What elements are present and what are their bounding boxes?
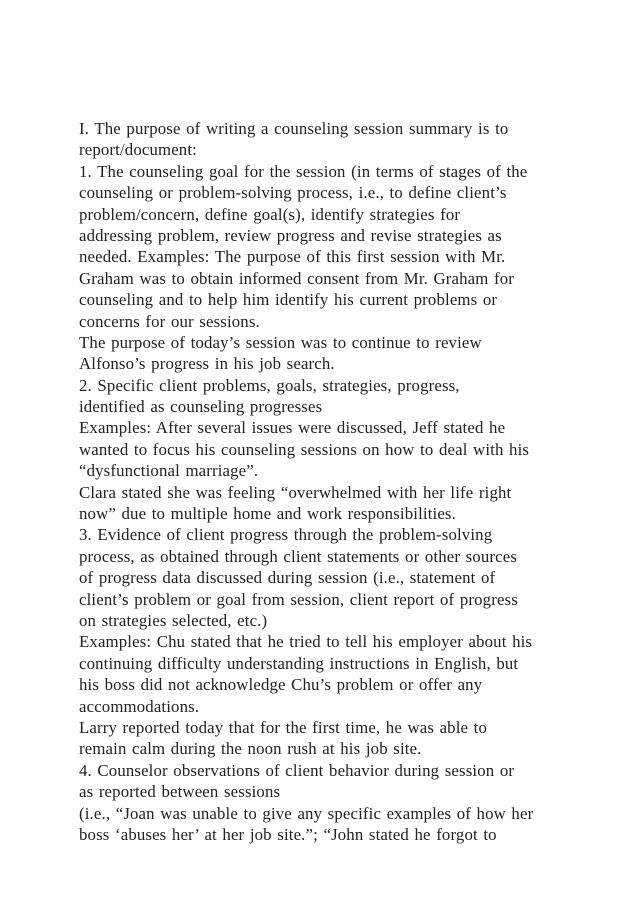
text-line: (i.e., “Joan was unable to give any specific examples of how her: [79, 803, 534, 823]
text-line: now” due to multiple home and work responsibilities.: [79, 504, 456, 524]
text-line: his boss did not acknowledge Chu’s problem or offer any: [79, 675, 483, 695]
text-line: of progress data discussed during session (i.e., statement of: [79, 568, 496, 588]
text-line: client’s problem or goal from session, client report of progress: [79, 589, 518, 609]
text-line: on strategies selected, etc.): [79, 610, 268, 630]
text-line: 2. Specific client problems, goals, strategies, progress,: [79, 375, 460, 395]
text-line: Clara stated she was feeling “overwhelmed with her life right: [79, 482, 512, 502]
text-line: Examples: After several issues were discussed, Jeff stated he: [79, 418, 506, 438]
text-line: process, as obtained through client statements or other sources: [79, 546, 517, 566]
text-line: boss ‘abuses her’ at her job site.”; “John stated he forgot to: [79, 824, 497, 844]
text-line: concerns for our sessions.: [79, 311, 260, 331]
text-line: needed. Examples: The purpose of this first session with Mr.: [79, 247, 506, 267]
text-line: remain calm during the noon rush at his job site.: [79, 739, 422, 759]
text-line: I. The purpose of writing a counseling session summary is to: [79, 119, 509, 138]
text-line: addressing problem, review progress and revise strategies as: [79, 225, 502, 245]
text-line: report/document:: [79, 140, 197, 160]
text-line: Larry reported today that for the first time, he was able to: [79, 717, 488, 737]
text-line: problem/concern, define goal(s), identify strategies for: [79, 204, 461, 224]
text-line: Alfonso’s progress in his job search.: [79, 354, 335, 374]
text-line: accommodations.: [79, 696, 200, 716]
text-line: 3. Evidence of client progress through the problem-solving: [79, 525, 493, 545]
document-body: [79, 118, 599, 845]
text-line: continuing difficulty understanding instructions in English, but: [79, 653, 519, 673]
text-line: counseling or problem-solving process, i.e., to define client’s: [79, 183, 507, 203]
text-line: The purpose of today’s session was to continue to review: [79, 332, 482, 352]
text-line: counseling and to help him identify his current problems or: [79, 290, 498, 310]
text-line: identified as counseling progresses: [79, 397, 323, 417]
text-line: wanted to focus his counseling sessions on how to deal with his: [79, 439, 530, 459]
text-line: Examples: Chu stated that he tried to tell his employer about his: [79, 632, 533, 652]
text-line: 1. The counseling goal for the session (in terms of stages of the: [79, 161, 528, 181]
text-line: “dysfunctional marriage”.: [79, 461, 259, 481]
text-line: as reported between sessions: [79, 782, 281, 802]
text-line: Graham was to obtain informed consent from Mr. Graham for: [79, 268, 515, 288]
text-line: 4. Counselor observations of client behavior during session or: [79, 760, 515, 780]
